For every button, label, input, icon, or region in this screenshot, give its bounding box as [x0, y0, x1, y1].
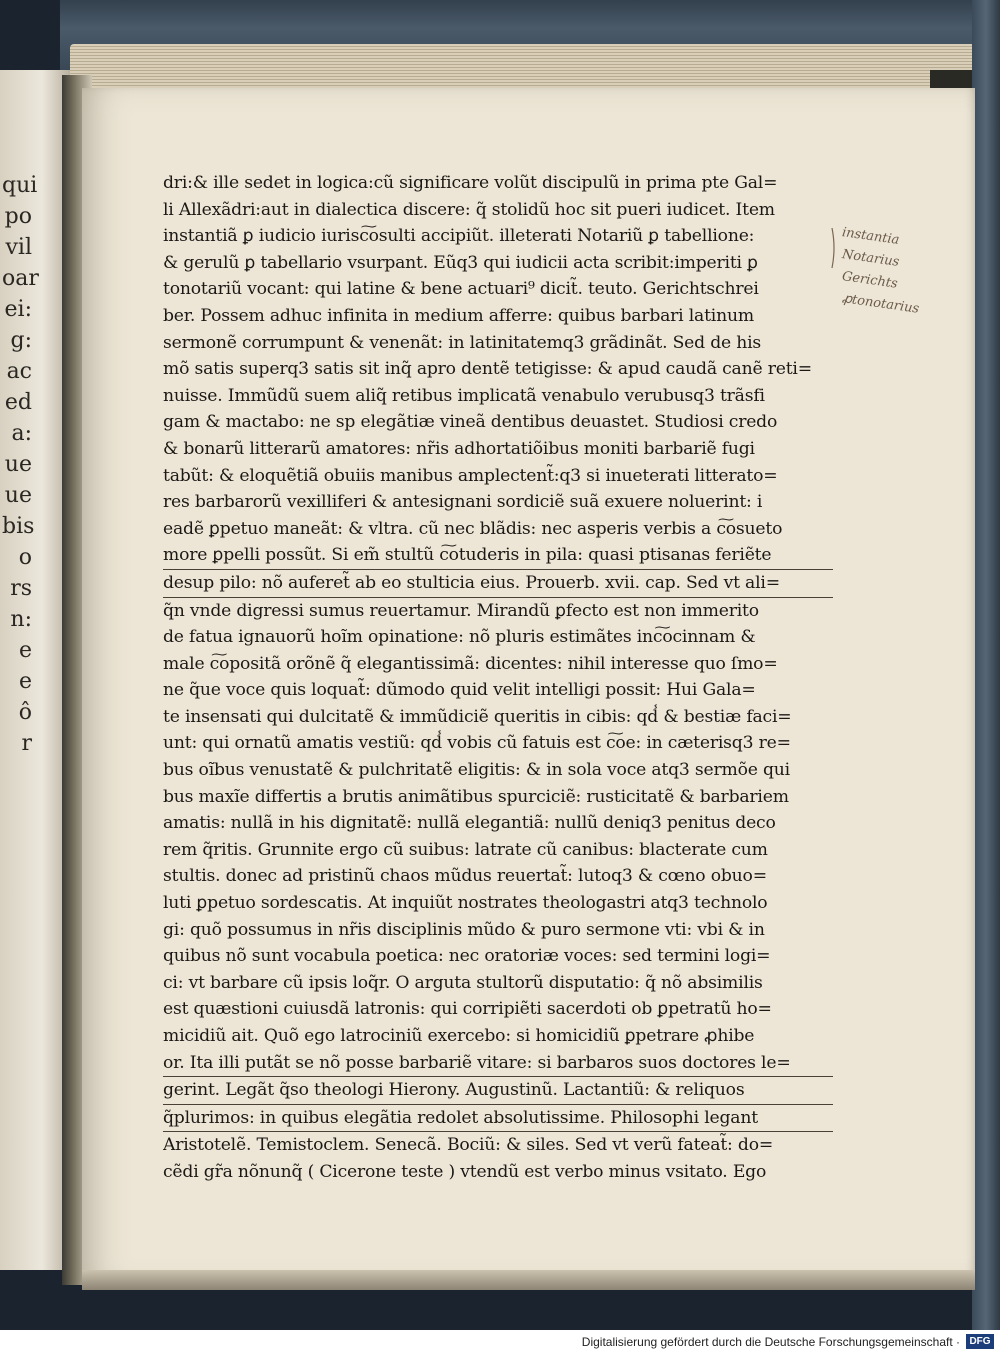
footer-credit: Digitalisierung gefördert durch die Deutsche Forschungsgemeinschaft · — [581, 1335, 960, 1349]
dfg-logo[interactable]: DFG — [966, 1334, 994, 1349]
left-page-fragment: r — [21, 731, 32, 756]
text-line: & gerulũ ꝑ tabellario vsurpant. Eũq3 qui iudicii acta scribit:imperiti ꝑ — [163, 252, 758, 273]
left-page-fragment: ue — [4, 452, 32, 477]
footer-bar — [0, 1330, 1000, 1355]
left-page-fragment: g: — [10, 328, 32, 353]
text-line: unt: qui ornatũ amatis vestiũ: qd̾ vobis cũ fatuis est c͠oe: in cæterisq3 re= — [163, 733, 791, 754]
text-line: instantiã ꝑ iudicio iurisc͠osulti accipiũt. illeterati Notariũ ꝑ tabellione: — [163, 226, 755, 247]
left-page — [0, 70, 70, 1270]
text-line: gam & mactabo: ne sp elegãtiæ vineã dentibus deuastet. Studiosi credo — [163, 412, 778, 433]
handwritten-margin-note — [841, 222, 957, 317]
text-line: rem q̃ritis. Grunnite ergo cũ suibus: latrate cũ canibus: blacterate cum — [163, 839, 768, 860]
left-page-fragment: o — [18, 545, 32, 570]
left-page-fragment: qui — [2, 173, 38, 198]
text-line: ci: vt barbare cũ ipsis loq̃r. O arguta stultorũ disputatio: q̃ nõ absimilis — [163, 972, 763, 993]
text-line: q̃n vnde digressi sumus reuertamur. Mirandũ ꝑfecto est non immerito — [163, 600, 759, 621]
text-line: or. Ita illi putãt se nõ posse barbariẽ vitare: si barbaros suos doctores le= — [163, 1050, 833, 1078]
text-line: micidiũ ait. Quõ ego latrociniũ exercebo: si homicidiũ ꝑpetrare ꝓhibe — [163, 1026, 755, 1046]
page-bottom-shadow — [82, 1270, 975, 1290]
annotation-line: Gerichts — [841, 269, 899, 292]
text-line: sermonẽ corrumpunt & venenãt: in latinitatemq3 grãdinãt. Sed de his — [163, 332, 762, 353]
text-line: ne q̃ue voce quis loquat̃: dũmodo quid velit intelligi possit: Hui Gala= — [163, 680, 756, 701]
text-line: stultis. donec ad pristinũ chaos mũdus reuertat̃: lutoq3 & cœno obuo= — [163, 866, 767, 887]
text-line: amatis: nullã in his dignitatẽ: nullã elegantiã: nullũ deniq3 penitus deco — [163, 813, 776, 834]
text-line: cẽdi gr̃a nõnunq̃ ( Cicerone teste ) vtendũ est verbo minus vsitato. Ego — [163, 1161, 767, 1182]
text-line: gi: quõ possumus in nr̃is disciplinis mũdo & puro sermone vti: vbi & in — [163, 919, 765, 940]
left-page-fragment: ei: — [4, 297, 32, 322]
text-line: res barbarorũ vexilliferi & antesignani sordiciẽ suã exuere noluerint: i — [163, 492, 763, 513]
text-line: tabũt: & eloquẽtiã obuiis manibus amplectent̃:q3 si inueterati litterato= — [163, 465, 778, 486]
text-line: desup pilo: nõ auferet̃ ab eo stulticia eius. Prouerb. xvii. cap. Sed vt ali= — [163, 570, 833, 598]
left-page-fragment: bis — [2, 514, 35, 539]
text-line: & bonarũ litterarũ amatores: nr̃is adhortatiõibus moniti barbariẽ fugi — [163, 438, 755, 459]
text-line: dri:& ille sedet in logica:cũ significare volũt discipulũ in prima pte Gal= — [163, 173, 778, 193]
text-line: luti ꝑpetuo sordescatis. At inquiũt nostrates theologastri atq3 technolo — [163, 893, 768, 914]
text-line: Aristotelẽ. Temistoclem. Senecã. Bociũ: & siles. Sed vt verũ fateat̃: do= — [163, 1135, 774, 1156]
margin-bracket-mark — [831, 228, 837, 268]
left-page-fragment: a: — [11, 421, 32, 446]
text-line: q̃plurimos: in quibus elegãtia redolet absolutissime. Philosophi legant — [163, 1105, 833, 1133]
left-page-fragment: n: — [10, 607, 32, 632]
text-line: bus oĩbus venustatẽ & pulchritatẽ eligitis: & in sola voce atq3 sermõe qui — [163, 760, 790, 781]
text-line: gerint. Legãt q̃so theologi Hierony. Augustinũ. Lactantiũ: & reliquos — [163, 1077, 833, 1105]
text-line: nuisse. Immũdũ suem aliq̃ retibus implicatã venabulo verubusq3 trãsfi — [163, 385, 765, 406]
text-line: ber. Possem adhuc infinita in medium afferre: quibus barbari latinum — [163, 305, 754, 326]
text-line: eadẽ ꝑpetuo maneãt: & vltra. cũ nec blãdis: nec asperis verbis a c͠osueto — [163, 518, 783, 539]
annotation-line: Notarius — [841, 247, 901, 270]
annotation-line: instantia — [841, 225, 901, 248]
left-page-fragment: vil — [5, 235, 32, 260]
main-text-block — [163, 170, 833, 1186]
left-page-fragment: oar — [2, 266, 39, 291]
text-line: quibus nõ sunt vocabula poetica: nec oratoriæ voces: sed termini logi= — [163, 946, 771, 967]
left-page-fragment: po — [4, 204, 32, 229]
left-page-fragments — [2, 170, 39, 759]
text-line: male c͠opositã orõnẽ q̃ elegantissimã: dicentes: nihil interesse quo ſmo= — [163, 653, 778, 674]
left-page-fragment: ed — [4, 390, 32, 415]
book-cover-right — [972, 0, 1000, 1330]
text-line: bus maxĩe differtis a brutis animãtibus spurciciẽ: rusticitatẽ & barbariem — [163, 786, 789, 807]
left-page-fragment: ac — [6, 359, 32, 384]
left-page-fragment: ue — [4, 483, 32, 508]
left-page-fragment: e — [18, 669, 32, 694]
text-line: de fatua ignauorũ hoĩm opinatione: nõ pluris estimãtes inc͠ocinnam & — [163, 627, 756, 648]
text-line: more ꝑpelli possũt. Si em̃ stultũ c͠otuderis in pila: quasi ptisanas feriẽte — [163, 542, 833, 570]
text-line: mõ satis superq3 satis sit inq̃ apro dentẽ tetigisse: & apud caudã canẽ reti= — [163, 359, 812, 380]
annotation-line: ꝓtonotarius — [841, 291, 921, 317]
text-line: est quæstioni cuiusdã latronis: qui corripiẽti sacerdoti ob ꝑpetratũ ho= — [163, 999, 772, 1020]
left-page-fragment: e — [18, 638, 32, 663]
text-line: li Allexãdri:aut in dialectica discere: q̃ stolidũ hoc sit pueri iudicet. Item — [163, 199, 775, 220]
left-page-fragment: rs — [10, 576, 32, 601]
left-page-fragment: ô — [18, 700, 32, 725]
text-line: tonotariũ vocant: qui latine & bene actuari⁹ dicit̃. teuto. Gerichtschrei — [163, 279, 759, 300]
text-line: te insensati qui dulcitatẽ & immũdiciẽ queritis in cibis: qd̾ & bestiæ faci= — [163, 706, 792, 727]
